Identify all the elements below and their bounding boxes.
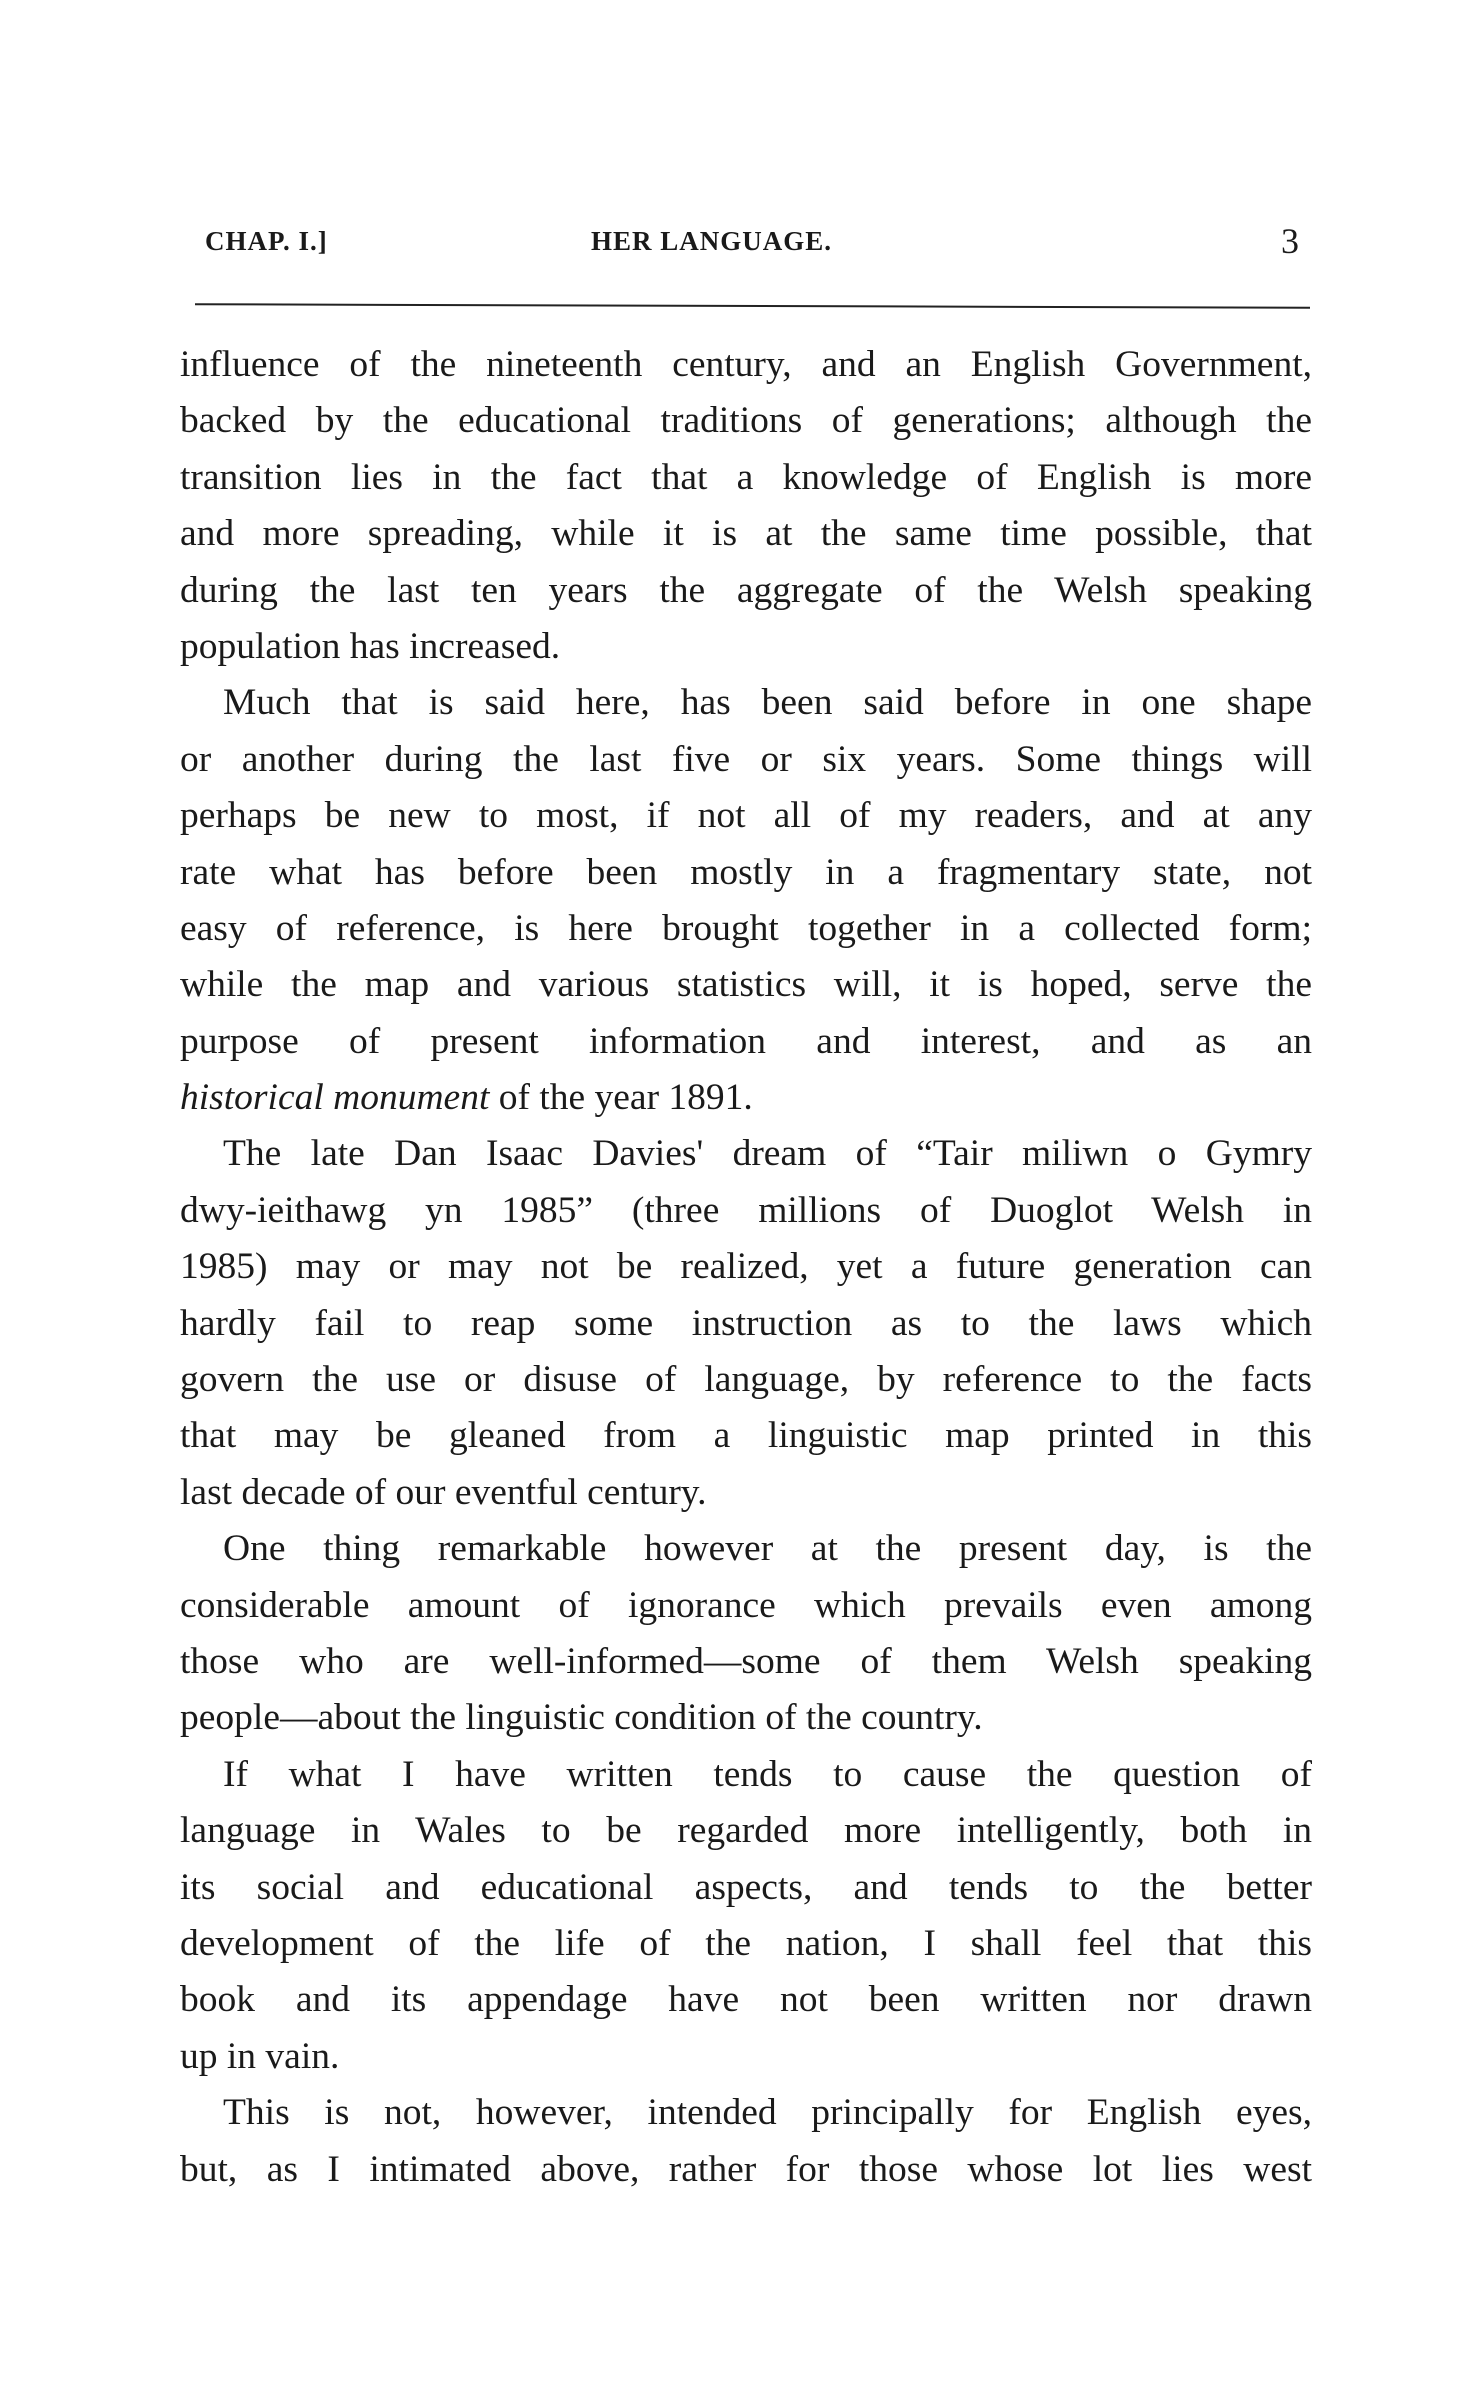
- text-line: its social and educational aspects, and tends to the better: [180, 1866, 1312, 1908]
- text-line: considerable amount of ignorance which prevails even among: [180, 1584, 1312, 1626]
- text-line: transition lies in the fact that a knowledge of English is more: [180, 456, 1312, 498]
- italic-phrase: historical monument: [180, 1077, 490, 1119]
- paragraph: [180, 2085, 1312, 2198]
- text-line: development of the life of the nation, I shall feel that this: [180, 1922, 1312, 1964]
- text-line: or another during the last five or six years. Some things will: [180, 738, 1312, 780]
- paragraph: [180, 337, 1312, 675]
- text-line: If what I have written tends to cause the question of: [223, 1753, 1312, 1795]
- text-line: hardly fail to reap some instruction as to the laws which: [180, 1302, 1312, 1344]
- text-line: people—about the linguistic condition of the country.: [180, 1697, 983, 1739]
- text-line: up in vain.: [180, 2035, 340, 2077]
- page-number: 3: [1281, 221, 1300, 261]
- text-line: that may be gleaned from a linguistic map printed in this: [180, 1415, 1312, 1457]
- text-line: [180, 1070, 1312, 1126]
- body-text: [180, 337, 1312, 2198]
- running-header: [205, 221, 1300, 266]
- text-line: population has increased.: [180, 625, 561, 667]
- header-rule: [195, 303, 1310, 309]
- line-text: of the year 1891.: [489, 1077, 753, 1119]
- text-line: language in Wales to be regarded more intelligently, both in: [180, 1810, 1312, 1852]
- text-line: 1985) may or may not be realized, yet a future generation can: [180, 1246, 1312, 1288]
- paragraph: [180, 1126, 1312, 1521]
- text-line: perhaps be new to most, if not all of my readers, and at any: [180, 795, 1312, 837]
- text-line: book and its appendage have not been written nor drawn: [180, 1979, 1312, 2021]
- text-line: while the map and various statistics will, it is hoped, serve the: [180, 964, 1312, 1006]
- text-line: rate what has before been mostly in a fragmentary state, not: [180, 851, 1312, 893]
- paragraph: [180, 675, 1312, 1126]
- text-line: easy of reference, is here brought together in a collected form;: [180, 907, 1312, 949]
- text-line: and more spreading, while it is at the same time possible, that: [180, 513, 1312, 555]
- text-line: dwy-ieithawg yn 1985” (three millions of Duoglot Welsh in: [180, 1189, 1312, 1231]
- text-line: those who are well-informed—some of them Welsh speaking: [180, 1640, 1312, 1682]
- paragraph: [180, 1521, 1312, 1747]
- text-line: during the last ten years the aggregate of the Welsh speaking: [180, 569, 1312, 611]
- text-line: The late Dan Isaac Davies' dream of “Tair miliwn o Gymry: [223, 1133, 1312, 1175]
- chapter-label: CHAP. I.]: [205, 226, 328, 256]
- text-line: One thing remarkable however at the present day, is the: [223, 1528, 1312, 1570]
- text-line: purpose of present information and interest, and as an: [180, 1020, 1312, 1062]
- text-line: influence of the nineteenth century, and an English Government,: [180, 344, 1312, 385]
- text-line: Much that is said here, has been said before in one shape: [223, 682, 1312, 724]
- text-line: last decade of our eventful century.: [180, 1471, 707, 1513]
- text-line: govern the use or disuse of language, by reference to the facts: [180, 1359, 1312, 1401]
- text-line: This is not, however, intended principally for English eyes,: [223, 2092, 1312, 2134]
- text-line: backed by the educational traditions of generations; although the: [180, 400, 1312, 442]
- running-title: HER LANGUAGE.: [591, 226, 833, 256]
- text-line: but, as I intimated above, rather for those whose lot lies west: [180, 2148, 1312, 2190]
- paragraph: [180, 1747, 1312, 2085]
